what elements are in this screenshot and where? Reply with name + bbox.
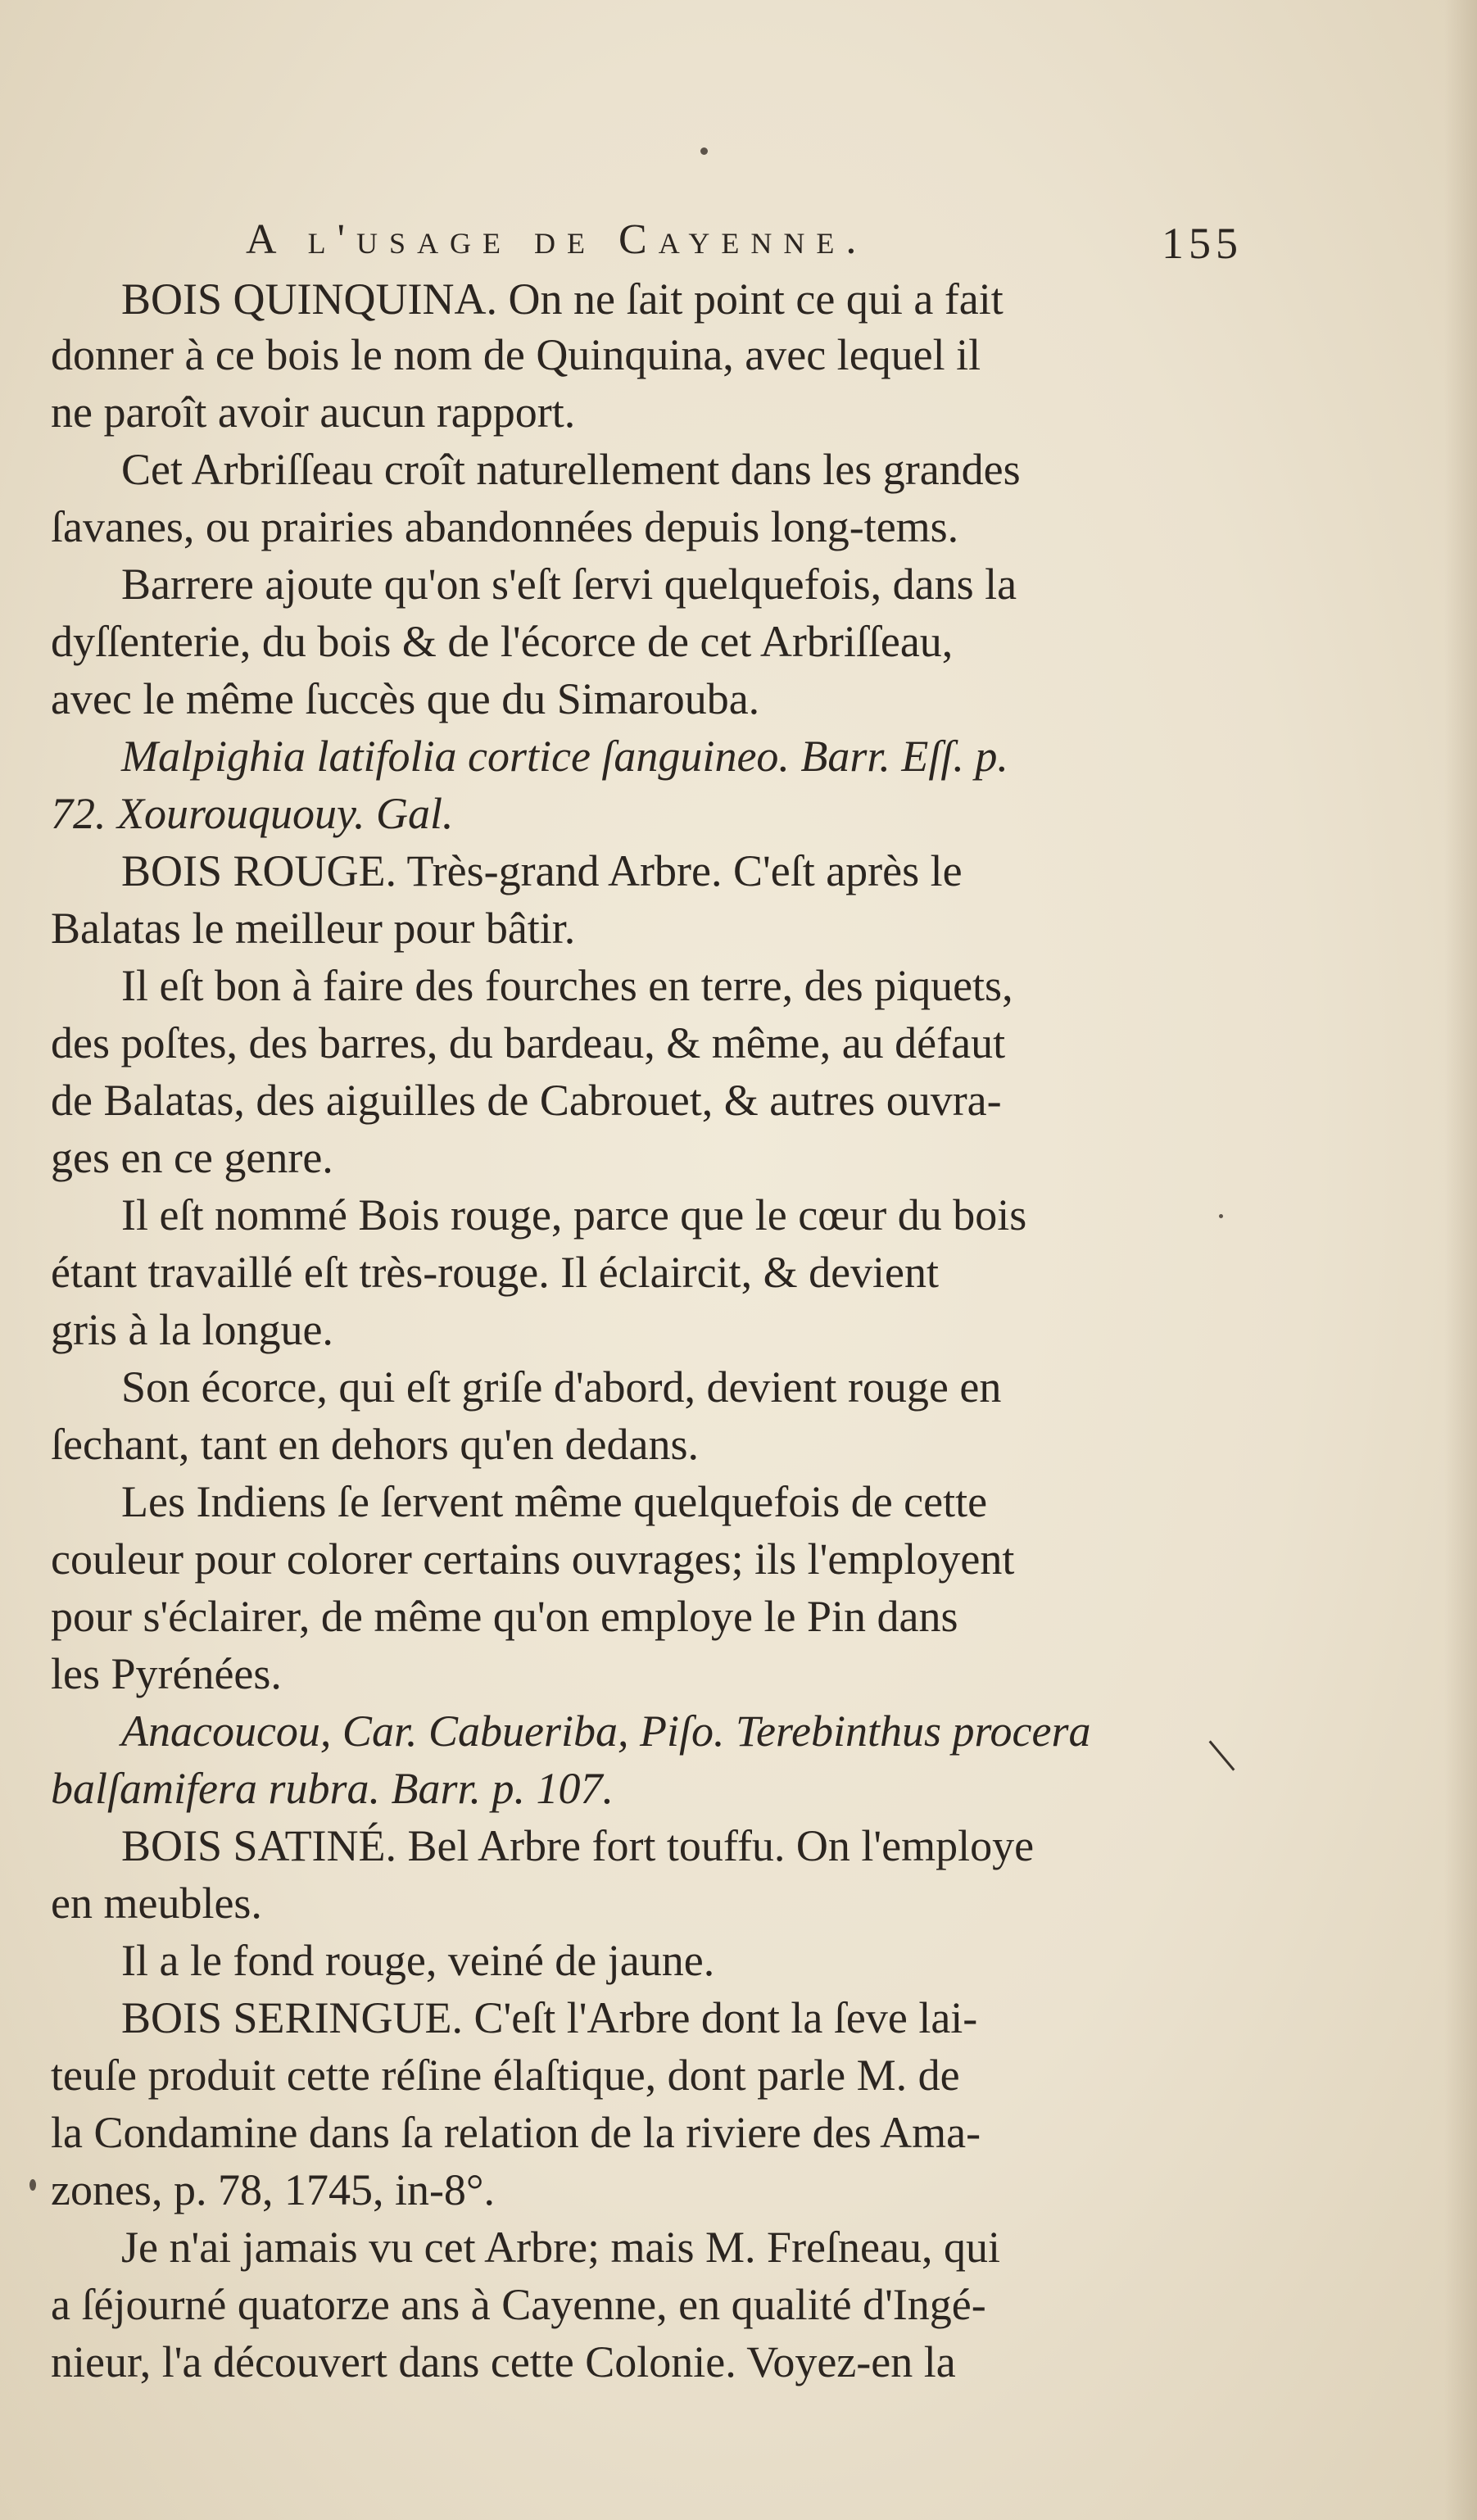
text-line — [121, 1473, 987, 1532]
text-line — [51, 785, 453, 844]
text-line — [121, 2219, 1000, 2278]
text-line — [51, 2333, 956, 2392]
text-line-content: nieur, l'a découvert dans cette Colonie. Voyez-en la — [51, 2337, 956, 2386]
text-line-content: Les Indiens ſe ſervent même quelquefois de cette — [121, 1477, 988, 1526]
text-line — [51, 1129, 333, 1188]
text-line-content: donner à ce bois le nom de Quinquina, avec lequel il — [51, 330, 981, 379]
text-line-content: de Balatas, des aiguilles de Cabrouet, & autres ouvra- — [51, 1076, 1002, 1125]
text-line-content: ſavanes, ou prairies abandonnées depuis long-tems. — [51, 502, 959, 551]
text-line — [51, 383, 575, 442]
text-line-content: les Pyrénées. — [51, 1649, 282, 1698]
text-line — [51, 613, 953, 672]
text-line — [121, 1186, 1026, 1245]
text-line-content: ges en ce genre. — [51, 1133, 333, 1182]
text-line-content: avec le même ſuccès que du Simarouba. — [51, 674, 760, 723]
text-line — [51, 1014, 1005, 1073]
text-line-content: teuſe produit cette réſine élaſtique, dont parle M. de — [51, 2051, 960, 2100]
text-line — [51, 900, 575, 959]
text-line — [121, 1989, 977, 2048]
text-line — [51, 2046, 960, 2105]
stray-mark — [1209, 1740, 1235, 1770]
text-line-content: zones, p. 78, 1745, in-8°. — [51, 2165, 496, 2214]
text-line — [51, 1301, 333, 1360]
text-line-content: des poſtes, des barres, du bardeau, & même, au défaut — [51, 1018, 1006, 1067]
text-line — [51, 1416, 699, 1475]
text-line-content: ne paroît avoir aucun rapport. — [51, 388, 576, 437]
text-line-content: BOIS SATINÉ. Bel Arbre fort touffu. On l'employe — [121, 1821, 1035, 1870]
text-line-content: la Condamine dans ſa relation de la riviere des Ama- — [51, 2108, 981, 2157]
text-line — [51, 1072, 1002, 1131]
text-line — [51, 498, 958, 557]
text-line — [51, 2276, 986, 2335]
text-line-content: Anacoucou, Car. Cabueriba, Piſo. Terebinthus procera — [121, 1706, 1091, 1756]
text-line — [121, 1932, 714, 1991]
text-line-content: Il eſt nommé Bois rouge, parce que le cœur du bois — [121, 1190, 1027, 1240]
text-line — [51, 1874, 262, 1933]
text-line — [51, 1588, 958, 1647]
text-line-content: balſamifera rubra. Barr. p. 107. — [51, 1764, 614, 1813]
text-line — [51, 1530, 1014, 1589]
text-line-content: a ſéjourné quatorze ans à Cayenne, en qualité d'Ingé- — [51, 2280, 986, 2329]
text-line — [121, 842, 963, 901]
text-line — [51, 1244, 939, 1303]
running-header: A l'usage de Cayenne. — [246, 216, 868, 263]
text-line — [51, 2161, 495, 2220]
text-line — [51, 326, 981, 385]
text-line — [51, 1645, 282, 1704]
text-line — [121, 1702, 1090, 1761]
text-line-content: Je n'ai jamais vu cet Arbre; mais M. Freſneau, qui — [121, 2223, 1000, 2272]
text-line-content: Cet Arbriſſeau croît naturellement dans les grandes — [121, 445, 1021, 494]
ink-speck — [29, 2179, 36, 2191]
text-line-content: Malpighia latifolia cortice ſanguineo. Barr. Eſſ. p. — [121, 732, 1008, 781]
ink-speck — [1219, 1214, 1223, 1218]
text-line-content: BOIS QUINQUINA. On ne ſait point ce qui a fait — [121, 274, 1004, 324]
text-line-content: Balatas le meilleur pour bâtir. — [51, 904, 576, 953]
text-line-content: couleur pour colorer certains ouvrages; ils l'employent — [51, 1534, 1015, 1584]
text-line-content: dyſſenterie, du bois & de l'écorce de cet Arbriſſeau, — [51, 617, 954, 666]
text-line — [121, 957, 1013, 1016]
text-line — [121, 270, 1004, 329]
text-line-content: Il eſt bon à faire des fourches en terre, des piquets, — [121, 961, 1013, 1010]
text-line-content: 72. Xourouquouy. Gal. — [51, 789, 454, 838]
spine-shadow — [1444, 0, 1477, 2520]
text-line-content: ſechant, tant en dehors qu'en dedans. — [51, 1420, 699, 1469]
text-line-content: Son écorce, qui eſt griſe d'abord, devient rouge en — [121, 1362, 1002, 1412]
text-line-content: Il a le fond rouge, veiné de jaune. — [121, 1936, 715, 1985]
text-line-content: BOIS SERINGUE. C'eſt l'Arbre dont la ſeve lai- — [121, 1993, 978, 2042]
text-line-content: étant travaillé eſt très-rouge. Il éclaircit, & devient — [51, 1248, 940, 1297]
text-line-content: gris à la longue. — [51, 1305, 333, 1354]
text-line — [121, 555, 1017, 614]
text-line — [51, 2104, 981, 2163]
text-line-content: BOIS ROUGE. Très-grand Arbre. C'eſt après le — [121, 846, 963, 895]
text-line-content: pour s'éclairer, de même qu'on employe le Pin dans — [51, 1592, 958, 1641]
text-line-content: en meubles. — [51, 1879, 262, 1928]
text-line — [121, 1358, 1001, 1417]
text-line — [121, 1817, 1034, 1876]
text-line-content: Barrere ajoute qu'on s'eſt ſervi quelquefois, dans la — [121, 560, 1017, 609]
page-number: 155 — [1162, 219, 1243, 268]
ink-speck — [700, 147, 708, 155]
text-line — [51, 670, 759, 729]
text-line — [51, 1760, 614, 1819]
text-line — [121, 441, 1021, 500]
text-line — [121, 727, 1008, 786]
